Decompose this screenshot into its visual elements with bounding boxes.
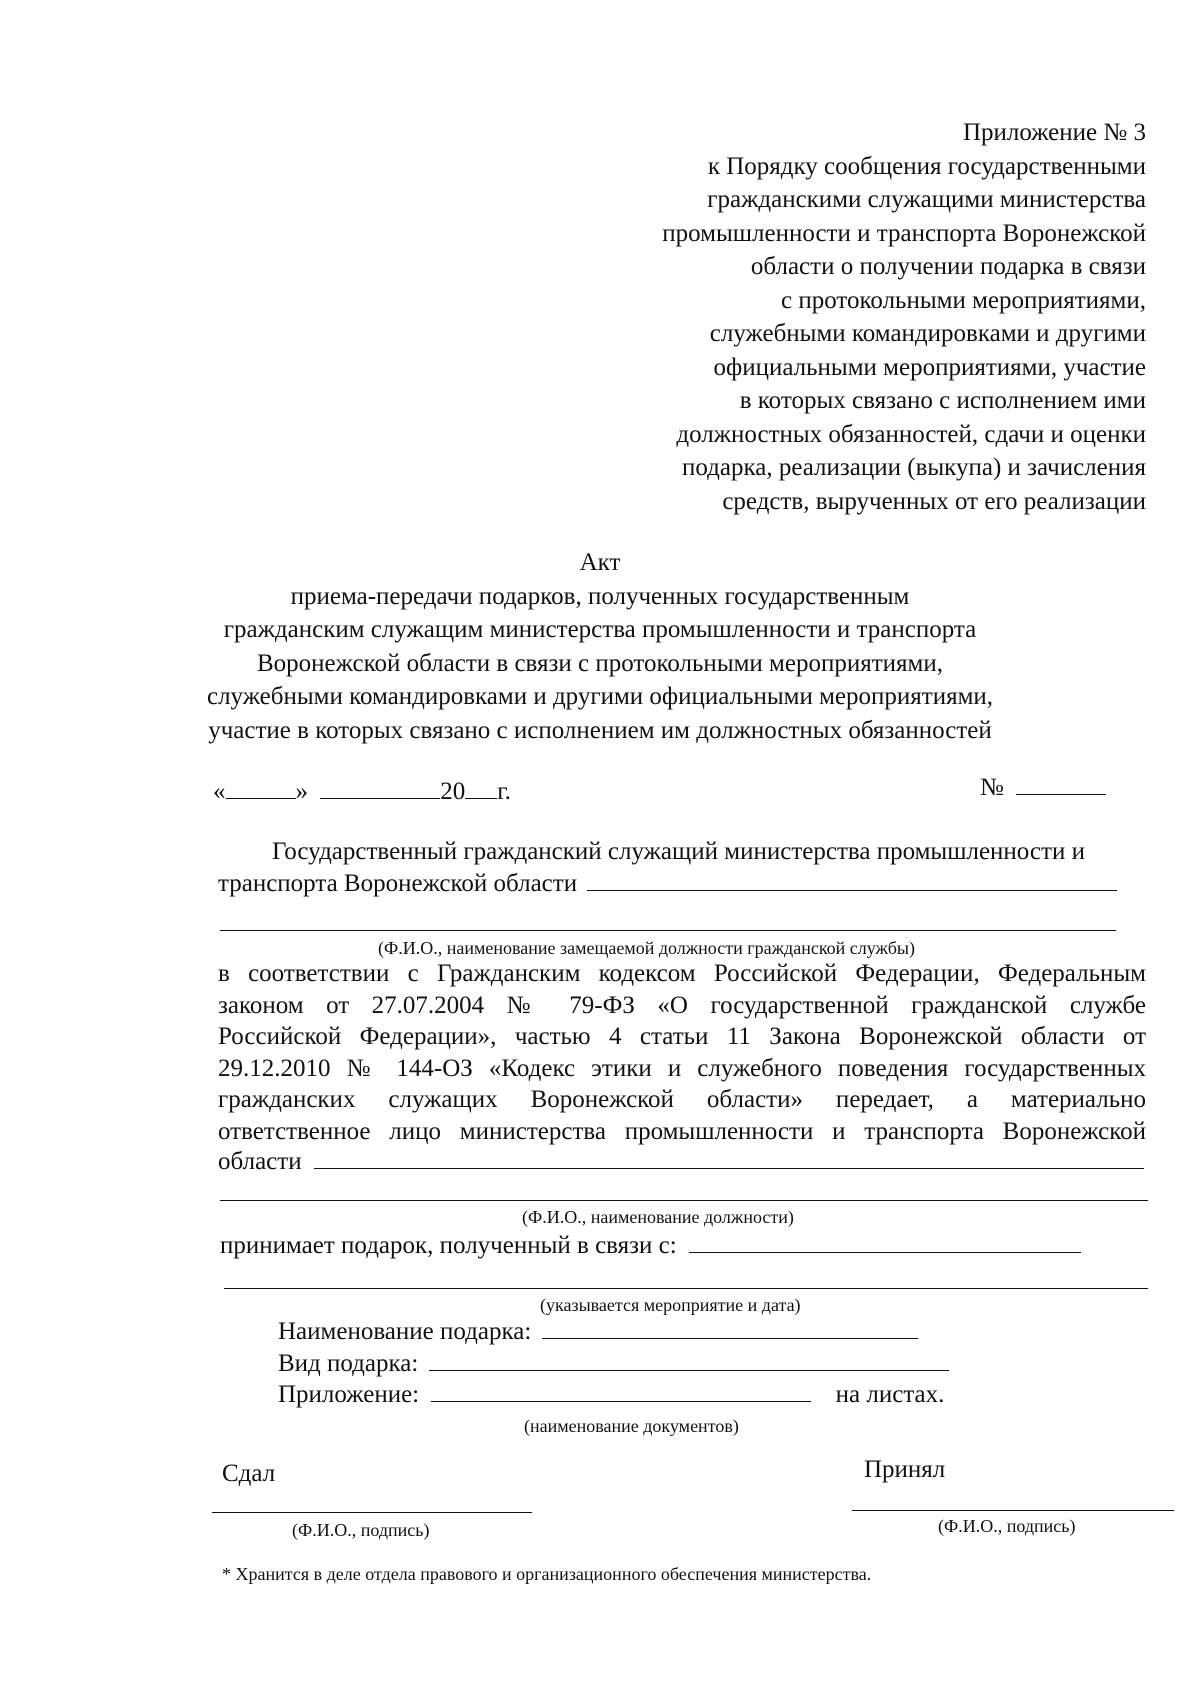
footnote: * Хранится в деле отдела правового и организационного обеспечения министерства.	[222, 1564, 872, 1584]
number-label: №	[980, 774, 1004, 801]
legal-paragraph	[218, 958, 1146, 1147]
act-heading: Акт	[579, 549, 621, 576]
region-word: области	[218, 1148, 302, 1175]
received-signature-line[interactable]	[852, 1510, 1174, 1511]
caption-official: (Ф.И.О., наименование замещаемой должности гражданской службы)	[378, 938, 915, 958]
legal-line: законом от 27.07.2004 № 79-ФЗ «О государственной гражданской службе	[218, 991, 1146, 1019]
intro-line-1: Государственный гражданский служащий министерства промышленности и	[272, 838, 1085, 865]
day-blank[interactable]	[226, 797, 296, 799]
event-blank[interactable]	[689, 1251, 1081, 1253]
gift-name-blank[interactable]	[542, 1337, 918, 1339]
attachment-label: Приложение:	[278, 1381, 420, 1408]
title-line: Воронежской области в связи с протокольными мероприятиями,	[257, 649, 943, 677]
caption-event: (указывается мероприятие и дата)	[540, 1295, 801, 1315]
appendix-header	[546, 116, 1146, 518]
appendix-line: гражданскими служащими министерства	[707, 186, 1146, 213]
appendix-line: подарка, реализации (выкупа) и зачисления	[681, 454, 1146, 481]
appendix-line: служебными командировками и другими	[709, 320, 1146, 347]
number-field	[980, 774, 1106, 802]
caption-received: (Ф.И.О., подпись)	[938, 1516, 1076, 1536]
responsible-name-blank[interactable]	[314, 1167, 1144, 1169]
title-line: приема-передачи подарков, полученных государственным	[290, 582, 910, 610]
gift-type-row	[278, 1350, 949, 1378]
document-title	[0, 546, 1200, 747]
appendix-line: к Порядку сообщения государственными	[707, 152, 1146, 180]
title-line: гражданским служащим министерства промышленности и транспорта	[223, 616, 977, 643]
appendix-line: промышленности и транспорта Воронежской	[662, 219, 1146, 247]
close-quote: »	[295, 778, 308, 805]
gift-name-row	[278, 1318, 918, 1346]
gift-name-label: Наименование подарка:	[278, 1318, 532, 1345]
intro-line-2	[218, 870, 1117, 898]
caption-handed: (Ф.И.О., подпись)	[292, 1520, 430, 1540]
year-suffix: г.	[497, 778, 511, 805]
caption-documents: (наименование документов)	[524, 1416, 739, 1436]
appendix-line: области о получении подарка в связи	[750, 253, 1146, 280]
title-line: участие в которых связано с исполнением им должностных обязанностей	[208, 716, 992, 744]
year-blank[interactable]	[465, 797, 497, 799]
appendix-line: официальными мероприятиями, участие	[713, 353, 1146, 381]
gift-type-blank[interactable]	[429, 1369, 949, 1371]
open-quote: «	[213, 778, 226, 805]
sheets-label: на листах.	[835, 1381, 945, 1408]
legal-line: Российской Федерации», частью 4 статьи 11 Закона Воронежской области от	[218, 1023, 1146, 1050]
legal-line: гражданских служащих Воронежской области» передает, а материально	[218, 1086, 1146, 1113]
official-name-blank[interactable]	[587, 889, 1117, 891]
legal-line: ответственное лицо министерства промышленности и транспорта Воронежской	[218, 1117, 1146, 1145]
responsible-full-line[interactable]	[220, 1200, 1148, 1201]
intro-line-2-text: транспорта Воронежской области	[218, 870, 578, 897]
region-line	[218, 1148, 1144, 1176]
number-blank[interactable]	[1016, 793, 1106, 795]
gift-type-label: Вид подарка:	[278, 1350, 419, 1377]
appendix-line: средств, вырученных от его реализации	[722, 487, 1146, 515]
handed-label: Сдал	[222, 1460, 276, 1487]
appendix-line: с протокольными мероприятиями,	[781, 286, 1146, 314]
legal-line: в соответствии с Гражданским кодексом Российской Федерации, Федеральным	[218, 960, 1146, 987]
received-label: Принял	[864, 1456, 946, 1483]
handed-signature-line[interactable]	[212, 1512, 532, 1513]
appendix-line: Приложение № 3	[962, 119, 1146, 146]
event-full-line[interactable]	[224, 1288, 1148, 1289]
official-full-line[interactable]	[220, 930, 1116, 931]
attachment-blank[interactable]	[431, 1400, 811, 1402]
title-line: служебными командировками и другими официальными мероприятиями,	[206, 683, 994, 710]
appendix-line: в которых связано с исполнением ими	[739, 387, 1146, 414]
legal-line: 29.12.2010 № 144-ОЗ «Кодекс этики и служебного поведения государственных	[218, 1054, 1146, 1082]
accepts-line	[220, 1232, 1081, 1260]
appendix-line: должностных обязанностей, сдачи и оценки	[676, 420, 1146, 448]
attachment-row	[278, 1381, 944, 1409]
accepts-text: принимает подарок, полученный в связи с:	[220, 1232, 677, 1259]
month-blank[interactable]	[320, 797, 440, 799]
caption-responsible: (Ф.И.О., наименование должности)	[522, 1207, 794, 1227]
date-line	[213, 778, 511, 806]
year-prefix: 20	[440, 778, 466, 805]
